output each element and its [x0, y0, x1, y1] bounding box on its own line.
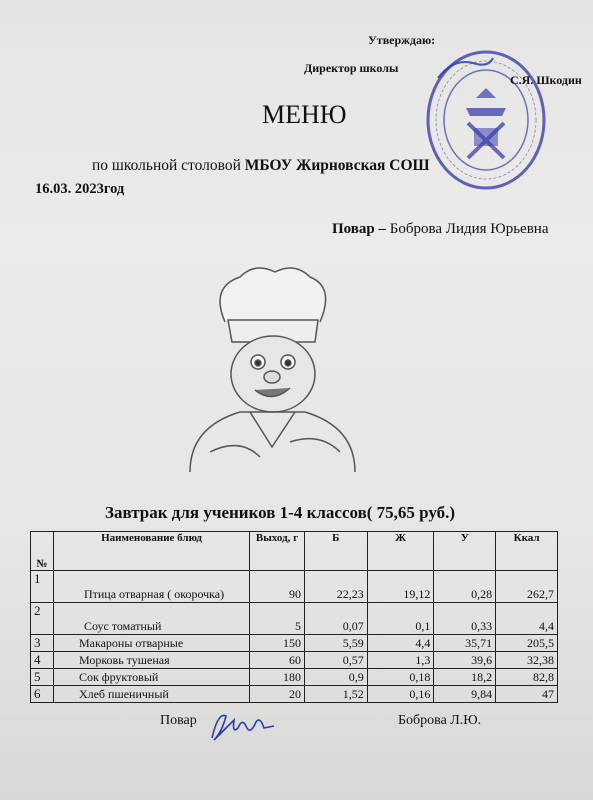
row-yield: 180 [250, 669, 305, 686]
row-yield: 90 [250, 571, 305, 603]
subtitle-prefix: по школьной столовой [92, 157, 241, 174]
row-num: 2 [31, 603, 54, 635]
director-name: С.Я. Шкодин [510, 73, 582, 87]
row-fat: 0,16 [367, 686, 434, 703]
row-carbs: 18,2 [434, 669, 496, 686]
row-yield: 20 [250, 686, 305, 703]
row-protein: 0,07 [304, 603, 367, 635]
row-fat: 4,4 [367, 635, 434, 652]
table-row [31, 635, 558, 652]
row-yield: 5 [250, 603, 305, 635]
row-protein: 0,57 [304, 652, 367, 669]
director-label: Директор школы [304, 61, 399, 75]
subtitle [92, 157, 430, 175]
header-fat: Ж [367, 532, 434, 571]
row-kcal: 47 [496, 686, 558, 703]
row-carbs: 0,33 [434, 603, 496, 635]
row-fat: 1,3 [367, 652, 434, 669]
row-protein: 22,23 [304, 571, 367, 603]
cook-line [332, 221, 548, 238]
row-yield: 60 [250, 652, 305, 669]
row-carbs: 35,71 [434, 635, 496, 652]
row-carbs: 0,28 [434, 571, 496, 603]
row-dish: Макароны отварные [53, 635, 249, 652]
row-dish: Соус томатный [53, 603, 249, 635]
row-fat: 0,1 [367, 603, 434, 635]
footer-cook-label: Повар [160, 713, 197, 728]
row-kcal: 32,38 [496, 652, 558, 669]
row-num: 3 [31, 635, 54, 652]
table-header-row [31, 532, 558, 571]
row-fat: 19,12 [367, 571, 434, 603]
row-protein: 1,52 [304, 686, 367, 703]
row-dish: Сок фруктовый [53, 669, 249, 686]
row-num: 4 [31, 652, 54, 669]
meal-title: Завтрак для учеников 1-4 классов( 75,65 руб.) [105, 503, 456, 522]
row-fat: 0,18 [367, 669, 434, 686]
header-protein: Б [304, 532, 367, 571]
cook-label: Повар – [332, 221, 386, 237]
menu-table [30, 531, 558, 703]
school-name: МБОУ Жирновская СОШ [244, 157, 430, 174]
row-dish: Хлеб пшеничный [53, 686, 249, 703]
table-row [31, 686, 558, 703]
row-yield: 150 [250, 635, 305, 652]
header-dish: Наименование блюд [53, 532, 249, 571]
row-dish: Птица отварная ( окорочка) [53, 571, 249, 603]
page-title: МЕНЮ [262, 100, 347, 129]
table-row [31, 571, 558, 603]
header-kcal: Ккал [496, 532, 558, 571]
footer-cook-name: Боброва Л.Ю. [398, 713, 482, 728]
row-carbs: 9,84 [434, 686, 496, 703]
row-carbs: 39,6 [434, 652, 496, 669]
row-protein: 5,59 [304, 635, 367, 652]
row-kcal: 205,5 [496, 635, 558, 652]
row-num: 5 [31, 669, 54, 686]
header-num: № [31, 532, 54, 571]
official-stamp [418, 38, 548, 198]
approval-label: Утверждаю: [368, 33, 436, 47]
menu-date: 16.03. 2023год [35, 181, 125, 197]
table-row [31, 652, 558, 669]
row-kcal: 4,4 [496, 603, 558, 635]
chef-illustration [150, 262, 390, 472]
header-yield: Выход, г [250, 532, 305, 571]
row-kcal: 82,8 [496, 669, 558, 686]
cook-name: Боброва Лидия Юрьевна [389, 221, 549, 237]
header-carbs: У [434, 532, 496, 571]
row-num: 6 [31, 686, 54, 703]
cook-signature [208, 706, 278, 746]
row-protein: 0,9 [304, 669, 367, 686]
row-num: 1 [31, 571, 54, 603]
table-row [31, 669, 558, 686]
row-dish: Морковь тушеная [53, 652, 249, 669]
row-kcal: 262,7 [496, 571, 558, 603]
table-row [31, 603, 558, 635]
